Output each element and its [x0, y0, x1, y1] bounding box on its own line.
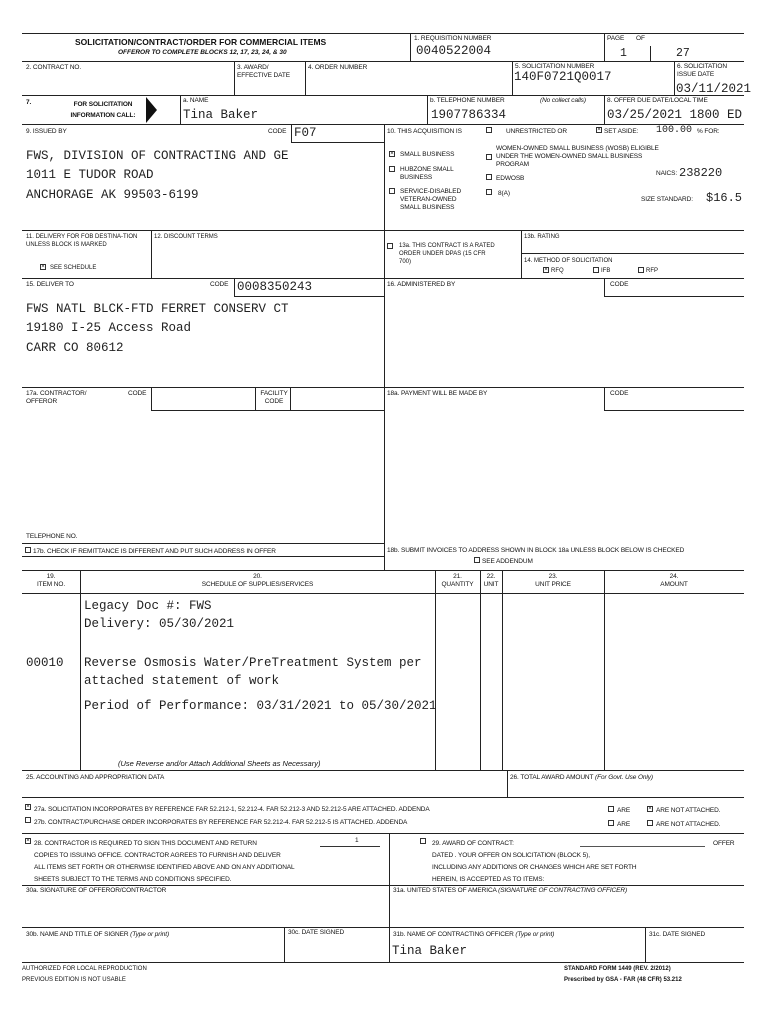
- 27b-are-checkbox[interactable]: [608, 820, 614, 826]
- small-business-checkbox[interactable]: ×: [390, 151, 394, 157]
- 8a-checkbox[interactable]: [486, 189, 492, 195]
- col-amount-header: [604, 573, 744, 589]
- remittance-label: 17b. CHECK IF REMITTANCE IS DIFFERENT AND PUT SUCH ADDRESS IN OFFER: [33, 548, 276, 555]
- signer-name-note: (Type or print): [130, 931, 170, 938]
- rfp-checkbox[interactable]: [638, 267, 644, 273]
- item-description: [84, 654, 422, 690]
- name-label: a. NAME: [183, 97, 209, 104]
- col-number: 23.: [548, 573, 558, 580]
- col-unit-price-header: [502, 573, 604, 589]
- 27b-are-not-checkbox[interactable]: [647, 820, 653, 826]
- date-signed-30c-label: 30c. DATE SIGNED: [288, 929, 345, 936]
- issue-date-label: 6. SOLICITATION ISSUE DATE: [677, 63, 727, 79]
- description-line: Reverse Osmosis Water/PreTreatment System per: [84, 656, 422, 670]
- 27b-are-not-label: ARE NOT ATTACHED.: [656, 821, 721, 828]
- col-unit-header: [480, 573, 502, 589]
- 29-offer-label: OFFER: [713, 840, 735, 847]
- rfp-label: RFP: [646, 268, 658, 274]
- col-title: UNIT PRICE: [535, 581, 571, 589]
- see-addendum-label: SEE ADDENDUM: [482, 558, 533, 565]
- 8a-label: 8(A): [498, 190, 510, 197]
- col-number: 21.: [453, 573, 462, 580]
- sdvosb-label: SERVICE-DISABLED VETERAN-OWNED SMALL BUSINESS: [400, 188, 462, 212]
- signature-usa-title: 31a. UNITED STATES OF AMERICA: [393, 887, 497, 894]
- item-number: 00010: [26, 656, 64, 670]
- col-number: 19.: [46, 573, 56, 580]
- 27a-are-checkbox[interactable]: [608, 806, 614, 812]
- offer-due-date[interactable]: 03/25/2021 1800 ED: [607, 108, 743, 122]
- address-line: 19180 I-25 Access Road: [26, 321, 192, 336]
- address-line: CARR CO 80612: [26, 340, 124, 355]
- col-title: ITEM NO.: [36, 581, 66, 589]
- set-aside-checkbox[interactable]: ×: [597, 127, 601, 133]
- rated-order-checkbox[interactable]: [387, 243, 393, 249]
- 28-copies[interactable]: 1: [355, 837, 359, 844]
- 27a-checkbox[interactable]: ×: [26, 804, 30, 810]
- issued-by-label: 9. ISSUED BY: [26, 128, 67, 135]
- issue-date[interactable]: 03/11/2021: [676, 82, 752, 96]
- payment-label: 18a. PAYMENT WILL BE MADE BY: [387, 390, 488, 397]
- col-title: AMOUNT: [660, 581, 688, 589]
- payment-code-label: CODE: [610, 390, 629, 397]
- 27a-are-not-checkbox[interactable]: ×: [648, 806, 652, 812]
- accounting-label: 25. ACCOUNTING AND APPROPRIATION DATA: [26, 774, 165, 781]
- telephone-number[interactable]: 1907786334: [431, 108, 507, 122]
- col-item-no-header: [22, 573, 80, 589]
- issued-by-code[interactable]: F07: [294, 126, 317, 140]
- see-addendum-checkbox[interactable]: [474, 557, 480, 563]
- footer-previous-edition: PREVIOUS EDITION IS NOT USABLE: [22, 977, 126, 983]
- 29-checkbox[interactable]: [420, 838, 426, 844]
- col-number: 22.: [486, 573, 496, 580]
- ifb-checkbox[interactable]: [593, 267, 599, 273]
- ifb-label: IFB: [601, 268, 611, 274]
- of-label: OF: [636, 35, 645, 42]
- discount-terms-label: 12. DISCOUNT TERMS: [154, 234, 218, 240]
- signature-offeror-label: 30a. SIGNATURE OF OFFEROR/CONTRACTOR: [26, 887, 167, 894]
- footer-authorized: AUTHORIZED FOR LOCAL REPRODUCTION: [22, 966, 147, 972]
- 29-text-line4: HEREIN, IS ACCEPTED AS TO ITEMS:: [432, 876, 545, 883]
- facility-code-label: FACILITY CODE: [260, 390, 288, 406]
- address-line: FWS, DIVISION OF CONTRACTING AND GE: [26, 149, 289, 163]
- total-award-title: 26. TOTAL AWARD AMOUNT: [510, 774, 594, 781]
- col-quantity-header: [435, 573, 480, 589]
- remittance-checkbox[interactable]: [25, 547, 31, 553]
- col-title: UNIT: [483, 581, 499, 589]
- arrow-right-icon: [146, 97, 157, 123]
- see-schedule-checkbox[interactable]: ×: [41, 264, 45, 270]
- size-standard[interactable]: $16.5: [706, 191, 743, 205]
- legacy-doc-block: [84, 597, 234, 633]
- 28-text-line1: 28. CONTRACTOR IS REQUIRED TO SIGN THIS DOCUMENT AND RETURN: [34, 840, 257, 847]
- total-award-label: [510, 774, 653, 782]
- footer-form-number: STANDARD FORM 1449 (REV. 2/2012): [564, 966, 671, 972]
- issued-by-code-label: CODE: [268, 128, 287, 135]
- form-subtitle: OFFEROR TO COMPLETE BLOCKS 12, 17, 23, 24, & 30: [118, 49, 287, 56]
- contractor-code-label: CODE: [128, 390, 147, 397]
- date-signed-31c-label: 31c. DATE SIGNED: [649, 931, 706, 938]
- 27b-checkbox[interactable]: [25, 817, 31, 823]
- offer-due-label: 8. OFFER DUE DATE/LOCAL TIME: [607, 97, 708, 104]
- col-title: QUANTITY: [441, 581, 474, 589]
- requisition-label: 1. REQUISITION NUMBER: [414, 35, 492, 42]
- rating-label: 13b. RATING: [524, 234, 560, 240]
- deliver-to-code-label: CODE: [210, 281, 229, 288]
- sdvosb-checkbox[interactable]: [389, 188, 395, 194]
- unrestricted-checkbox[interactable]: [486, 127, 492, 133]
- 28-text-line2: COPIES TO ISSUING OFFICE. CONTRACTOR AGREES TO FURNISH AND DELIVER: [34, 852, 281, 859]
- set-aside-label: SET ASIDE:: [604, 128, 639, 135]
- page-total: 27: [676, 47, 690, 60]
- page-number: 1: [620, 47, 627, 60]
- 29-text-line1: 29. AWARD OF CONTRACT:: [432, 840, 514, 847]
- solicitation-number-label: 5. SOLICITATION NUMBER: [515, 63, 595, 70]
- delivery-fob-label: 11. DELIVERY FOR FOB DESTINA-TION UNLESS BLOCK IS MARKED: [26, 234, 138, 248]
- naics-code[interactable]: 238220: [679, 166, 723, 180]
- deliver-to-address: [26, 300, 289, 358]
- officer-name-label: [393, 931, 554, 939]
- rfq-label: RFQ: [551, 268, 564, 274]
- deliver-to-code[interactable]: 0008350243: [237, 280, 313, 294]
- delivery-date: Delivery: 05/30/2021: [84, 617, 235, 632]
- no-collect-note: (No collect calls): [540, 97, 586, 104]
- 27b-text: 27b. CONTRACT/PURCHASE ORDER INCORPORATES BY REFERENCE FAR 52.212-4. FAR 52.212-5 IS ATTACHED. ADDENDA: [34, 819, 408, 826]
- edwosb-label: EDWOSB: [496, 175, 525, 182]
- total-award-note: (For Govt. Use Only): [595, 774, 653, 781]
- description-line: attached statement of work: [84, 674, 280, 689]
- order-number-label: 4. ORDER NUMBER: [308, 64, 368, 71]
- wosb-checkbox[interactable]: [486, 154, 492, 160]
- officer-name[interactable]: Tina Baker: [392, 944, 468, 958]
- requisition-number[interactable]: 0040522004: [416, 44, 492, 58]
- contractor-label: 17a. CONTRACTOR/ OFFEROR: [26, 390, 87, 406]
- administered-by-label: 16. ADMINISTERED BY: [387, 281, 456, 288]
- acquisition-label: 10. THIS ACQUISITION IS: [387, 128, 462, 135]
- wosb-label: WOMEN-OWNED SMALL BUSINESS (WOSB) ELIGIBLE UNDER THE WOMEN-OWNED SMALL BUSINESS PROGRAM: [496, 145, 659, 169]
- set-aside-percent[interactable]: 100.00: [656, 125, 693, 136]
- 28-text-line3: ALL ITEMS SET FORTH OR OTHERWISE IDENTIFIED ABOVE AND ON ANY ADDITIONAL: [34, 864, 295, 871]
- issued-by-address: [26, 147, 289, 205]
- officer-name-title: 31b. NAME OF CONTRACTING OFFICER: [393, 931, 514, 938]
- percent-for-label: % FOR:: [697, 128, 720, 135]
- naics-label: NAICS:: [656, 170, 678, 177]
- reverse-note: (Use Reverse and/or Attach Additional Sheets as Necessary): [118, 759, 321, 768]
- size-standard-label: SIZE STANDARD:: [641, 196, 693, 203]
- administered-code-label: CODE: [610, 281, 629, 288]
- col-number: 24.: [669, 573, 679, 580]
- address-line: FWS NATL BLCK-FTD FERRET CONSERV CT: [26, 302, 289, 316]
- period-of-performance: Period of Performance: 03/31/2021 to 05/30/2021: [84, 699, 437, 713]
- form-title: SOLICITATION/CONTRACT/ORDER FOR COMMERCIAL ITEMS: [75, 37, 327, 47]
- hubzone-label: HUBZONE SMALL BUSINESS: [400, 166, 454, 182]
- address-line: ANCHORAGE AK 99503-6199: [26, 187, 199, 202]
- invoice-label: 18b. SUBMIT INVOICES TO ADDRESS SHOWN IN BLOCK 18a UNLESS BLOCK BELOW IS CHECKED: [387, 547, 685, 554]
- page-label: PAGE: [607, 35, 625, 42]
- hubzone-checkbox[interactable]: [389, 166, 395, 172]
- telephone-no-label: TELEPHONE NO.: [26, 533, 78, 540]
- contract-no-label: 2. CONTRACT NO.: [26, 64, 82, 71]
- 27a-are-not-label: ARE NOT ATTACHED.: [656, 807, 721, 814]
- unrestricted-label: UNRESTRICTED OR: [506, 128, 567, 135]
- small-business-label: SMALL BUSINESS: [400, 151, 455, 158]
- method-label: 14. METHOD OF SOLICITATION: [524, 258, 613, 264]
- deliver-to-label: 15. DELIVER TO: [26, 281, 74, 288]
- signer-name-title: 30b. NAME AND TITLE OF SIGNER: [26, 931, 129, 938]
- legacy-doc: Legacy Doc #: FWS: [84, 599, 212, 613]
- contact-name[interactable]: Tina Baker: [183, 108, 259, 122]
- signature-usa-label: [393, 887, 627, 895]
- 27a-text: 27a. SOLICITATION INCORPORATES BY REFERENCE FAR 52.212-1, 52.212-4. FAR 52.212-3 AND 52.212-5 ARE ATTACHED. ADDENDA: [34, 806, 430, 813]
- rated-order-label: 13a. THIS CONTRACT IS A RATED ORDER UNDER DPAS (15 CFR 700): [399, 243, 495, 265]
- officer-name-note: (Type or print): [515, 931, 555, 938]
- solicitation-number[interactable]: 140F0721Q0017: [514, 70, 612, 84]
- 29-text-line2: DATED . YOUR OFFER ON SOLICITATION (BLOCK 5),: [432, 852, 590, 859]
- 28-text-line4: SHEETS SUBJECT TO THE TERMS AND CONDITIONS SPECIFIED.: [34, 876, 232, 883]
- signer-name-label: [26, 931, 169, 939]
- footer-prescribed: Prescribed by GSA - FAR (48 CFR) 53.212: [564, 977, 682, 983]
- edwosb-checkbox[interactable]: [486, 174, 492, 180]
- col-schedule-header: [80, 573, 435, 589]
- block7-label: FOR SOLICITATION INFORMATION CALL:: [70, 101, 136, 120]
- 29-text-line3: INCLUDING ANY ADDITIONS OR CHANGES WHICH ARE SET FORTH: [432, 864, 637, 871]
- rfq-checkbox[interactable]: ×: [544, 267, 548, 273]
- telephone-label: b. TELEPHONE NUMBER: [430, 97, 505, 104]
- award-date-label: 3. AWARD/ EFFECTIVE DATE: [237, 64, 291, 80]
- col-number: 20.: [253, 573, 262, 580]
- col-title: SCHEDULE OF SUPPLIES/SERVICES: [201, 581, 314, 589]
- see-schedule-label: SEE SCHEDULE: [50, 265, 97, 271]
- 28-checkbox[interactable]: ×: [26, 838, 30, 844]
- block7-number: 7.: [26, 99, 32, 106]
- 27b-are-label: ARE: [617, 821, 631, 828]
- address-line: 1011 E TUDOR ROAD: [26, 168, 154, 183]
- 27a-are-label: ARE: [617, 807, 631, 814]
- signature-usa-note: (SIGNATURE OF CONTRACTING OFFICER): [498, 887, 628, 894]
